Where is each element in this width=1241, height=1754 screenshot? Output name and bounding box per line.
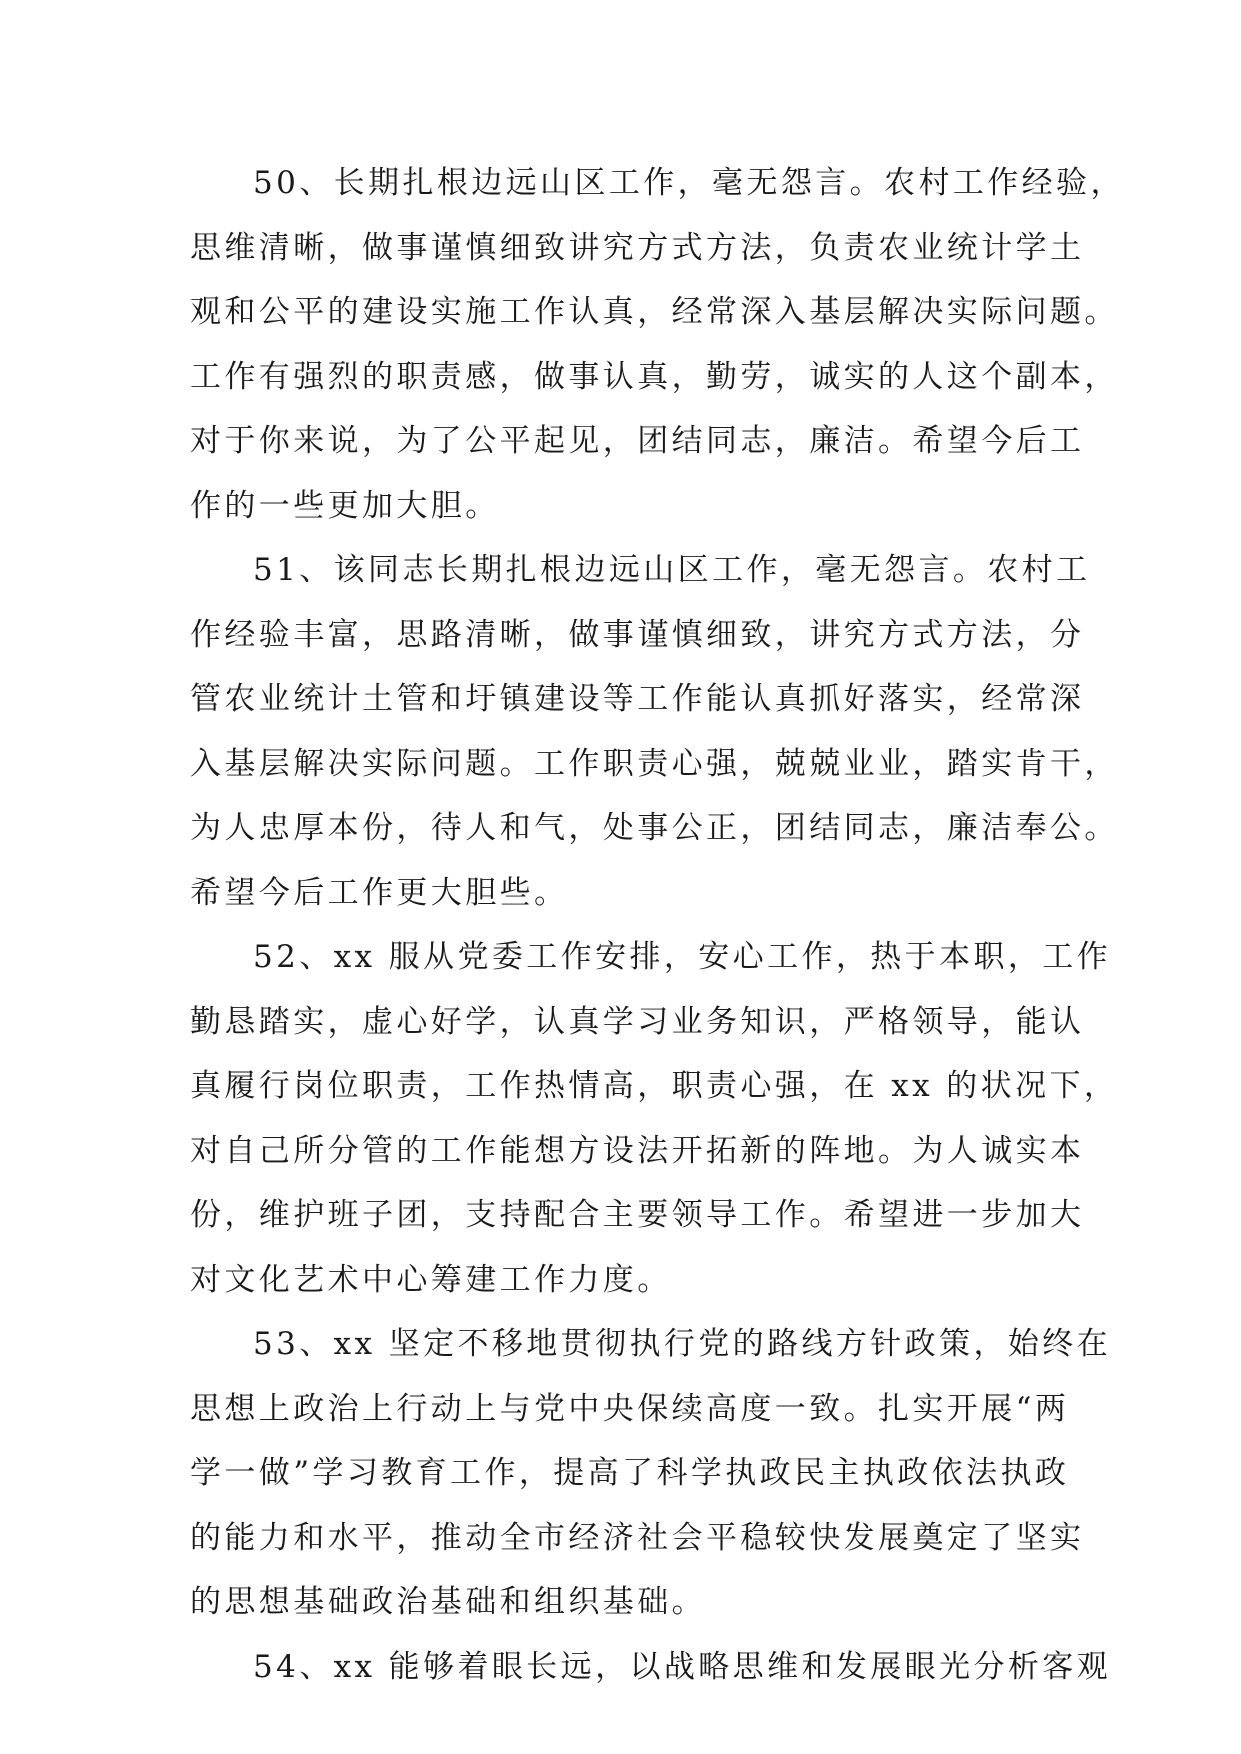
paragraph-51 [190,550,1119,937]
text-line: 思想上政治上行动上与党中央保续高度一致。扎实开展“两 [190,1390,1070,1427]
paragraph-54 [190,1647,1112,1712]
text-line: 学一做”学习教育工作，提高了科学执政民主执政依法执政 [190,1455,1070,1491]
text-line: 52、xx 服从党委工作安排，安心工作，热于本职，工作 [253,939,1112,975]
text-line: 51、该同志长期扎根边远山区工作，毫无怨言。农村工 [253,552,1091,588]
text-line: 50、长期扎根边远山区工作，毫无怨言。农村工作经验， [253,165,1125,201]
paragraph-53 [190,1324,1112,1647]
text-line: 对于你来说，为了公平起见，团结同志，廉洁。希望今后工 [190,423,1085,459]
text-line: 53、xx 坚定不移地贯彻执行党的路线方针政策，始终在 [253,1326,1112,1362]
text-line: 真履行岗位职责，工作热情高，职责心强，在 xx 的状况下， [190,1068,1119,1104]
paragraph-52 [190,937,1119,1324]
text-line: 观和公平的建设实施工作认真，经常深入基层解决实际问题。 [190,294,1119,330]
text-line: 入基层解决实际问题。工作职责心强，兢兢业业，踏实肯干， [190,745,1119,782]
text-line: 作经验丰富，思路清晰，做事谨慎细致，讲究方式方法，分 [190,616,1085,653]
document-body [190,163,1125,1711]
text-line: 54、xx 能够着眼长远，以战略思维和发展眼光分析客观 [253,1648,1112,1685]
text-line: 作的一些更加大胆。 [190,487,500,524]
text-line: 思维清晰，做事谨慎细致讲究方式方法，负责农业统计学土 [190,229,1085,266]
paragraph-50 [190,163,1125,550]
text-line: 勤恳踏实，虚心好学，认真学习业务知识，严格领导，能认 [190,1003,1085,1040]
text-line: 工作有强烈的职责感，做事认真，勤劳，诚实的人这个副本， [190,358,1119,395]
text-line: 希望今后工作更大胆些。 [190,874,569,911]
text-line: 的能力和水平，推动全市经济社会平稳较快发展奠定了坚实 [190,1519,1085,1556]
text-line: 对文化艺术中心筹建工作力度。 [190,1261,672,1298]
text-line: 为人忠厚本份，待人和气，处事公正，团结同志，廉洁奉公。 [190,810,1119,846]
text-line: 对自己所分管的工作能想方设法开拓新的阵地。为人诚实本 [190,1132,1085,1169]
text-line: 管农业统计土管和圩镇建设等工作能认真抓好落实，经常深 [190,681,1085,717]
text-line: 份，维护班子团，支持配合主要领导工作。希望进一步加大 [190,1197,1085,1233]
text-line: 的思想基础政治基础和组织基础。 [190,1584,706,1620]
